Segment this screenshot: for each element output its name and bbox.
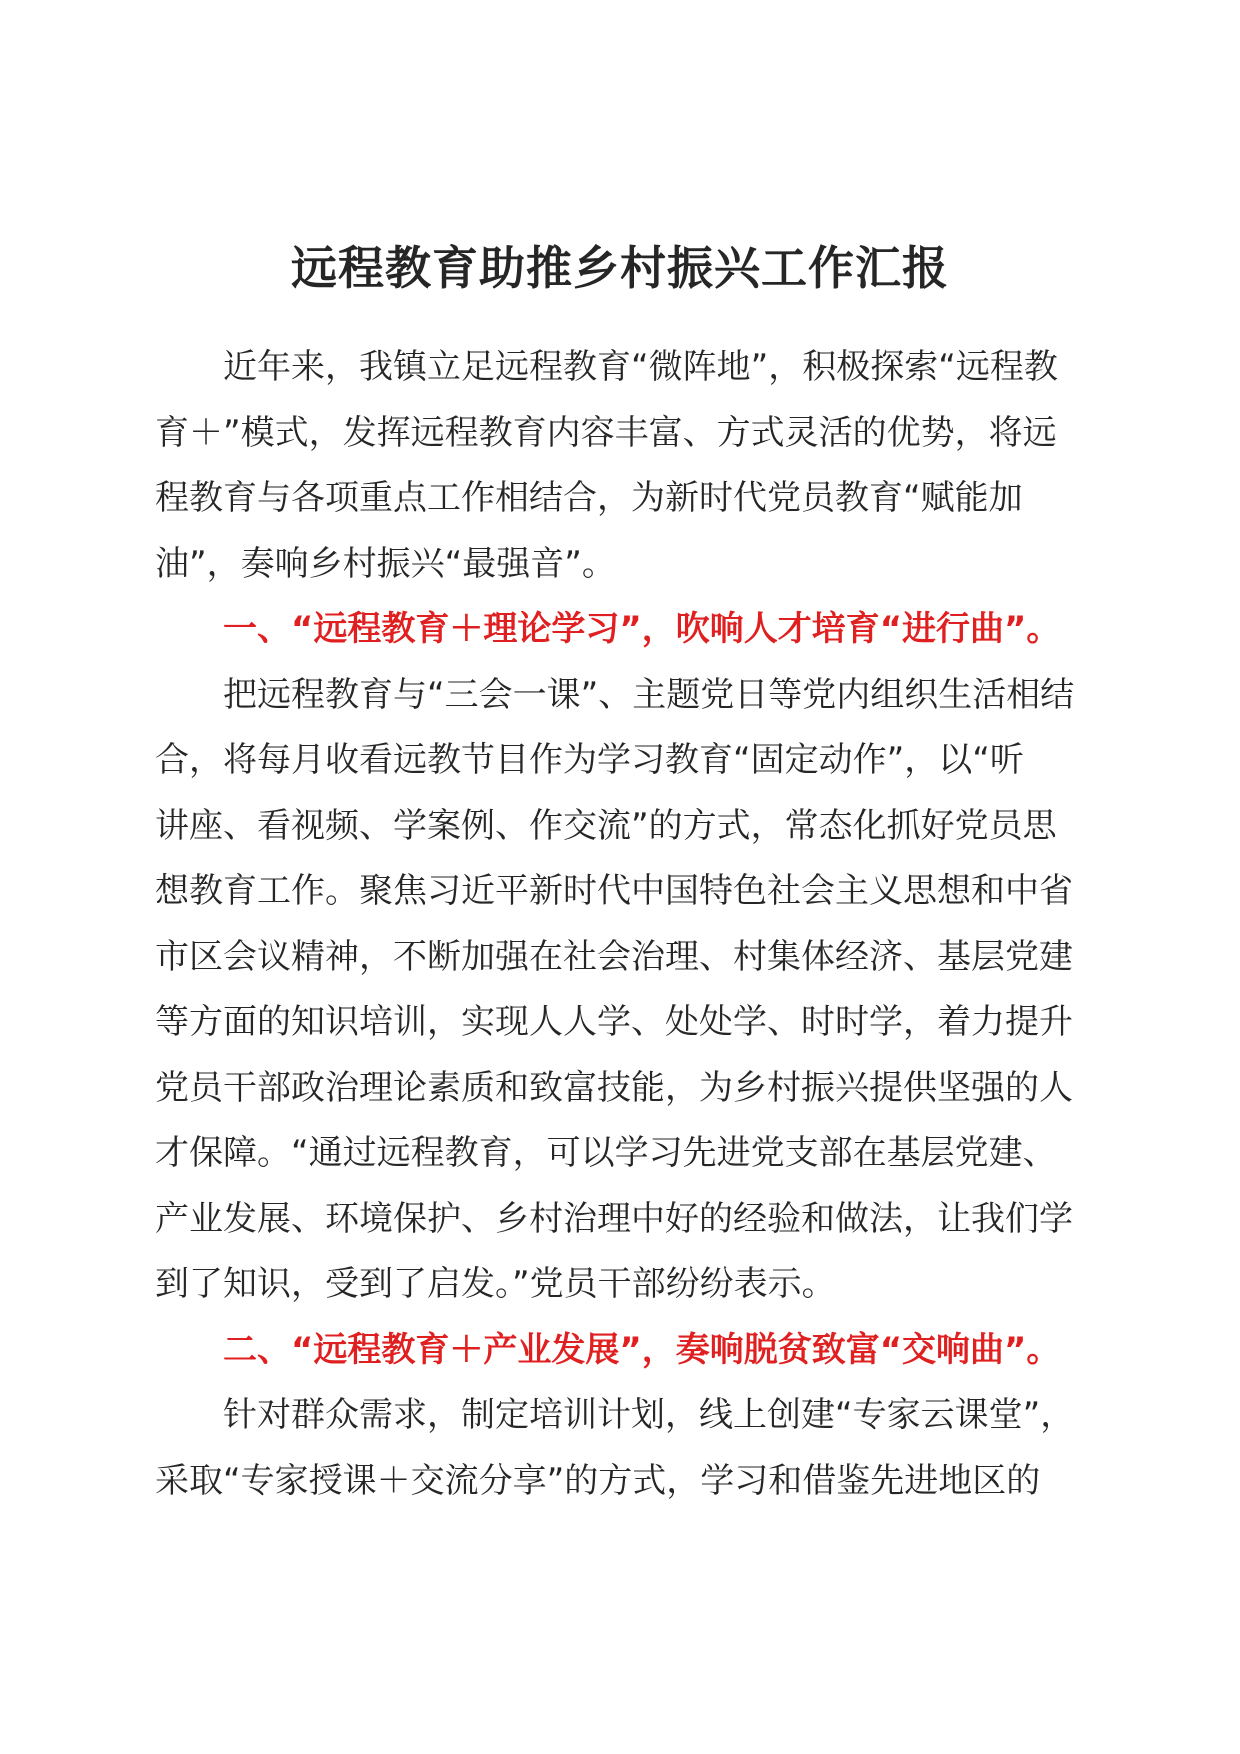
- body-line: 到了知识，受到了启发。”党员干部纷纷表示。: [155, 1264, 836, 1304]
- body-line: 育＋”模式，发挥远程教育内容丰富、方式灵活的优势，将远: [155, 412, 1057, 453]
- body-line: 程教育与各项重点工作相结合，为新时代党员教育“赋能加: [155, 478, 1023, 518]
- body-line: 讲座、看视频、学案例、作交流”的方式，常态化抓好党员思: [155, 805, 1057, 846]
- section-heading-1: 一、“远程教育＋理论学习”，吹响人才培育“进行曲”。: [155, 609, 1061, 649]
- document-body: [155, 335, 1085, 1514]
- body-line: 针对群众需求，制定培训计划，线上创建“专家云课堂”，: [155, 1395, 1075, 1435]
- section-heading-2: 二、“远程教育＋产业发展”，奏响脱贫致富“交响曲”。: [155, 1329, 1061, 1370]
- body-line: 油”，奏响乡村振兴“最强音”。: [155, 543, 616, 584]
- body-line: 近年来，我镇立足远程教育“微阵地”，积极探索“远程教: [155, 347, 1058, 387]
- body-line: 把远程教育与“三会一课”、主题党日等党内组织生活相结: [155, 674, 1075, 715]
- body-line: 采取“专家授课＋交流分享”的方式，学习和借鉴先进地区的: [155, 1460, 1041, 1501]
- body-line: 等方面的知识培训，实现人人学、处处学、时时学，着力提升: [155, 1002, 1073, 1042]
- body-line: 想教育工作。聚焦习近平新时代中国特色社会主义思想和中省: [155, 871, 1073, 911]
- body-line: 市区会议精神，不断加强在社会治理、村集体经济、基层党建: [155, 936, 1073, 977]
- body-line: 才保障。“通过远程教育，可以学习先进党支部在基层党建、: [155, 1133, 1057, 1173]
- document-title: 远程教育助推乡村振兴工作汇报: [291, 241, 949, 295]
- body-line: 党员干部政治理论素质和致富技能，为乡村振兴提供坚强的人: [155, 1067, 1073, 1108]
- body-line: 产业发展、环境保护、乡村治理中好的经验和做法，让我们学: [155, 1198, 1073, 1239]
- body-line: 合，将每月收看远教节目作为学习教育“固定动作”，以“听: [155, 740, 1024, 780]
